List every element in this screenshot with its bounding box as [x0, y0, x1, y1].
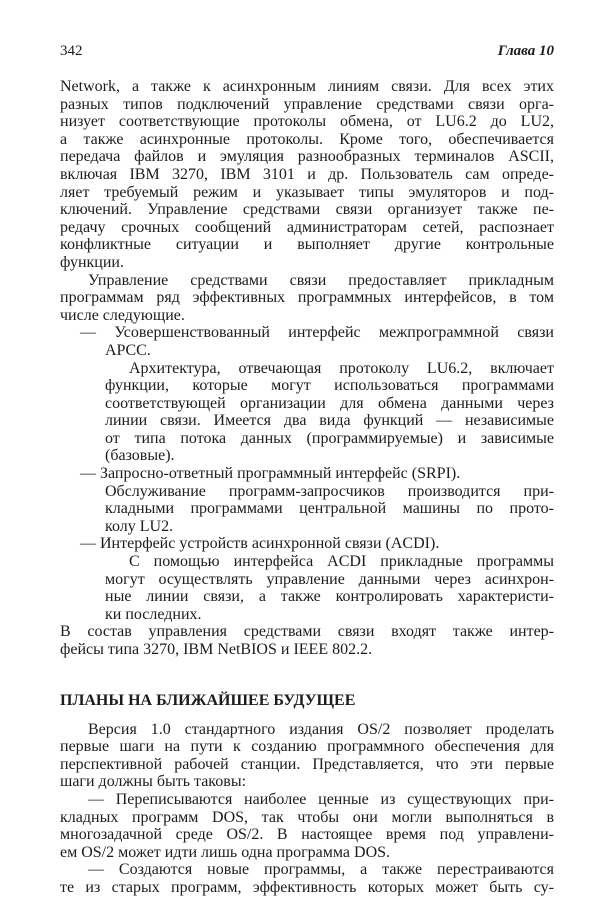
- body-text: [60, 78, 554, 897]
- list-item-title: — Запросно-ответный программный интерфейс (SRPI).: [80, 465, 461, 483]
- text-line: функции.: [60, 253, 124, 271]
- list-item-text: Архитектура, отвечающая протоколу LU6.2, включает: [129, 359, 554, 377]
- text-line: ем OS/2 может идти лишь одна программа DOS.: [60, 843, 391, 861]
- section-heading: ПЛАНЫ НА БЛИЖАЙШЕЕ БУДУЩЕЕ: [60, 691, 356, 709]
- list-item-text: (базовые).: [105, 447, 175, 465]
- list-item-text: линии связи. Имеется два вида функций — независимые: [105, 412, 554, 430]
- text-line: В состав управления средствами связи входят также интер-: [60, 623, 554, 641]
- text-line: конфликтные ситуации и выполняет другие контрольные: [60, 236, 554, 254]
- text-line: ключений. Управление средствами связи организует также пе-: [60, 201, 554, 219]
- list-item-text: функции, которые могут использоваться программами: [105, 377, 554, 395]
- text-line: — Создаются новые программы, а также перестраиваются: [88, 861, 554, 879]
- text-line: программам ряд эффективных программных интерфейсов, в том: [60, 289, 554, 307]
- text-line: Версия 1.0 стандартного издания OS/2 позволяет проделать: [88, 720, 554, 738]
- list-item-text: кладными программами центральной машины по прото-: [105, 500, 554, 518]
- list-item-text: С помощью интерфейса ACDI прикладные программы: [129, 553, 554, 571]
- spacer: [60, 713, 554, 721]
- list-item-text: ные линии связи, а также контролировать характеристи-: [105, 588, 554, 606]
- list-item-title: APCC.: [105, 341, 151, 359]
- text-line: — Переписываются наиболее ценные из существующих при-: [88, 790, 554, 808]
- list-item-text: могут осуществлять управление данными через асинхрон-: [105, 570, 554, 588]
- text-line: фейсы типа 3270, IBM NetBIOS и IEEE 802.2.: [60, 641, 373, 658]
- list-item-title: — Усовершенствованный интерфейс межпрограммной связи: [80, 324, 554, 342]
- text-line: Управление средствами связи предоставляет прикладным: [88, 271, 554, 289]
- page-number: 342: [60, 43, 83, 59]
- text-line: первые шаги на пути к созданию программного обеспечения для: [60, 738, 554, 756]
- text-line: Network, а также к асинхронным линиям связи. Для всех этих: [60, 78, 554, 95]
- list-item-title: — Интерфейс устройств асинхронной связи (ACDI).: [80, 535, 440, 553]
- text-line: перспективной рабочей станции. Представляется, что эти первые: [60, 755, 554, 773]
- list-item-text: соответствующей организации для обмена данными через: [105, 394, 554, 412]
- spacer: [60, 659, 554, 689]
- text-line: разных типов подключений управление средствами связи орга-: [60, 95, 554, 113]
- page-header: [60, 43, 554, 67]
- list-item-text: от типа потока данных (программируемые) и зависимые: [105, 429, 554, 447]
- text-line: те из старых программ, эффективность которых может быть су-: [60, 878, 554, 896]
- list-item-text: колу LU2.: [105, 517, 174, 535]
- text-line: включая IBM 3270, IBM 3101 и др. Пользователь сам опреде-: [60, 165, 554, 183]
- text-line: редачу срочных сообщений администраторам сетей, распознает: [60, 218, 554, 236]
- text-line: передача файлов и эмуляция разнообразных терминалов ASCII,: [60, 148, 554, 166]
- chapter-title: Глава 10: [497, 43, 554, 59]
- text-line: многозадачной среде OS/2. В настоящее время под управлени-: [60, 826, 554, 844]
- list-item-text: ки последних.: [105, 605, 202, 623]
- text-line: шаги должны быть таковы:: [60, 773, 247, 791]
- text-line: а также асинхронные протоколы. Кроме того, обеспечивается: [60, 130, 554, 148]
- list-item-text: Обслуживание программ-запросчиков производится при-: [105, 482, 554, 500]
- text-line: числе следующие.: [60, 306, 185, 324]
- text-line: ляет требуемый режим и указывает типы эмуляторов и под-: [60, 183, 554, 201]
- text-line: низует соответствующие протоколы обмена, от LU6.2 до LU2,: [60, 113, 554, 131]
- text-line: кладных программ DOS, так чтобы они могли выполняться в: [60, 808, 554, 826]
